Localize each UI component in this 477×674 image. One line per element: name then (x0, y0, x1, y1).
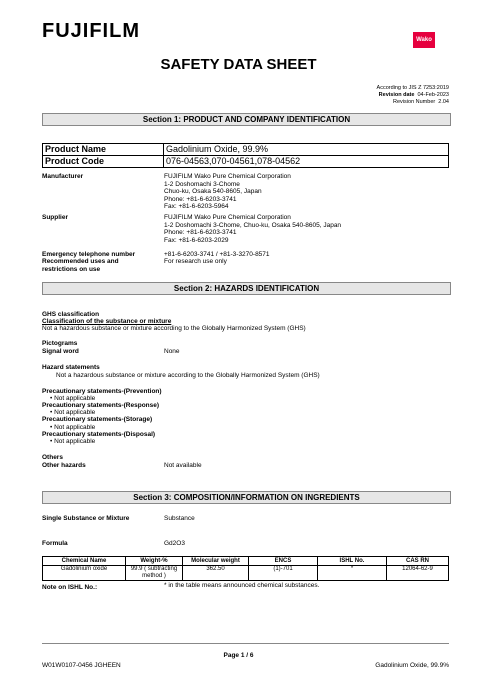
disposal-value: • Not applicable (50, 438, 96, 445)
section-3-header: Section 3: COMPOSITION/INFORMATION ON INGREDIENTS (42, 491, 451, 504)
supplier-line: Fax: +81-6-6203-2029 (164, 236, 229, 244)
ishl-note: * in the table means announced chemical substances. (164, 582, 320, 589)
according-to: According to JIS Z 7253:2019 (376, 85, 449, 91)
formula-label: Formula (42, 540, 68, 547)
col-molecular-weight: Molecular weight (183, 557, 249, 566)
section-2-header: Section 2: HAZARDS IDENTIFICATION (42, 282, 451, 295)
product-code-label: Product Code (43, 156, 164, 168)
ghs-classification-label: GHS classification (42, 311, 100, 318)
supplier-label: Supplier (42, 214, 69, 221)
revision-date: 04-Feb-2023 (417, 92, 449, 98)
manufacturer-label: Manufacturer (42, 173, 84, 180)
product-name-label: Product Name (43, 144, 164, 156)
manufacturer-line: Fax: +81-6-6203-5964 (164, 203, 229, 210)
composition-table (42, 556, 449, 581)
product-code: 076-04563,070-04561,078-04562 (164, 156, 449, 168)
storage-value: • Not applicable (50, 424, 96, 431)
storage-label: Precautionary statements-(Storage) (42, 416, 153, 423)
revision-date-line (379, 92, 449, 99)
wako-logo: Wako (413, 32, 435, 48)
cell-chemical-name: Gadolinium oxide (43, 566, 126, 581)
revision-number-label: Revision Number (393, 99, 436, 105)
uses-label-line: Recommended uses and (42, 258, 119, 265)
product-name: Gadolinium Oxide, 99.9% (164, 144, 449, 156)
fujifilm-logo: FUJIFILM (42, 20, 140, 42)
revision-number: 2.04 (438, 99, 449, 105)
emergency-phone: +81-6-6203-3741 / +81-3-3270-8571 (164, 251, 270, 258)
response-label: Precautionary statements-(Response) (42, 402, 160, 409)
disposal-label: Precautionary statements-(Disposal) (42, 431, 156, 438)
page-number: Page 1 / 6 (223, 652, 254, 659)
uses-label (42, 258, 119, 273)
formula: Gd2O3 (164, 540, 185, 547)
cell-encs: (1)-701 (249, 566, 318, 581)
footer-divider (42, 643, 449, 644)
footer-product-name: Gadolinium Oxide, 99.9% (375, 662, 449, 669)
col-encs: ENCS (249, 557, 318, 566)
manufacturer-line: 1-2 Doshomachi 3-Chome (164, 180, 240, 188)
prevention-value: • Not applicable (50, 395, 96, 402)
signal-word: None (164, 348, 180, 355)
supplier-block (164, 214, 341, 244)
prevention-label: Precautionary statements-(Prevention) (42, 388, 162, 395)
table-row (43, 566, 449, 581)
cell-cas: 12064-62-9 (387, 566, 449, 581)
manufacturer-line: FUJIFILM Wako Pure Chemical Corporation (164, 173, 291, 180)
signal-word-label: Signal word (42, 348, 79, 355)
single-substance-label: Single Substance or Mixture (42, 515, 130, 522)
col-ishl: ISHL No. (318, 557, 387, 566)
manufacturer-line: Chuo-ku, Osaka 540-8605, Japan (164, 188, 262, 195)
uses-label-line: restrictions on use (42, 265, 101, 273)
others-label: Others (42, 454, 63, 461)
revision-date-label: Revision date (378, 92, 415, 98)
recommended-uses: For research use only (164, 258, 227, 265)
other-hazards: Not available (164, 462, 202, 469)
hazard-statements-label: Hazard statements (42, 364, 100, 371)
cell-weight: 99.9 ( subtracting method ) (126, 566, 183, 581)
other-hazards-label: Other hazards (42, 462, 86, 469)
revision-number-line (393, 99, 449, 106)
cell-ishl: * (318, 566, 387, 581)
classification-label: Classification of the substance or mixture (42, 318, 172, 325)
document-title: SAFETY DATA SHEET (160, 56, 317, 73)
product-code-row (43, 156, 449, 168)
response-value: • Not applicable (50, 409, 96, 416)
col-weight: Weight-% (126, 557, 183, 566)
supplier-line: FUJIFILM Wako Pure Chemical Corporation (164, 214, 291, 221)
hazard-statements: Not a hazardous substance or mixture according to the Globally Harmonized System (GHS) (56, 372, 320, 379)
section-1-header: Section 1: PRODUCT AND COMPANY IDENTIFICATION (42, 113, 451, 126)
manufacturer-block (164, 173, 291, 211)
supplier-line: Phone: +81-6-6203-3741 (164, 229, 237, 236)
single-substance: Substance (164, 515, 195, 522)
ishl-note-label: Note on ISHL No.: (42, 584, 98, 591)
classification-text: Not a hazardous substance or mixture according to the Globally Harmonized System (GHS) (42, 325, 306, 332)
product-name-row (43, 144, 449, 156)
product-id-table (42, 143, 449, 168)
supplier-line: 1-2 Doshomachi 3-Chome, Chuo-ku, Osaka 540-8605, Japan (164, 221, 342, 229)
cell-molecular-weight: 362.50 (183, 566, 249, 581)
emergency-label: Emergency telephone number (42, 251, 136, 258)
pictograms-label: Pictograms (42, 340, 78, 347)
composition-header-row (43, 557, 449, 566)
document-id: W01W0107-0456 JGHEEN (42, 662, 121, 669)
col-cas: CAS RN (387, 557, 449, 566)
manufacturer-line: Phone: +81-6-6203-3741 (164, 195, 237, 203)
col-chemical-name: Chemical Name (43, 557, 126, 566)
